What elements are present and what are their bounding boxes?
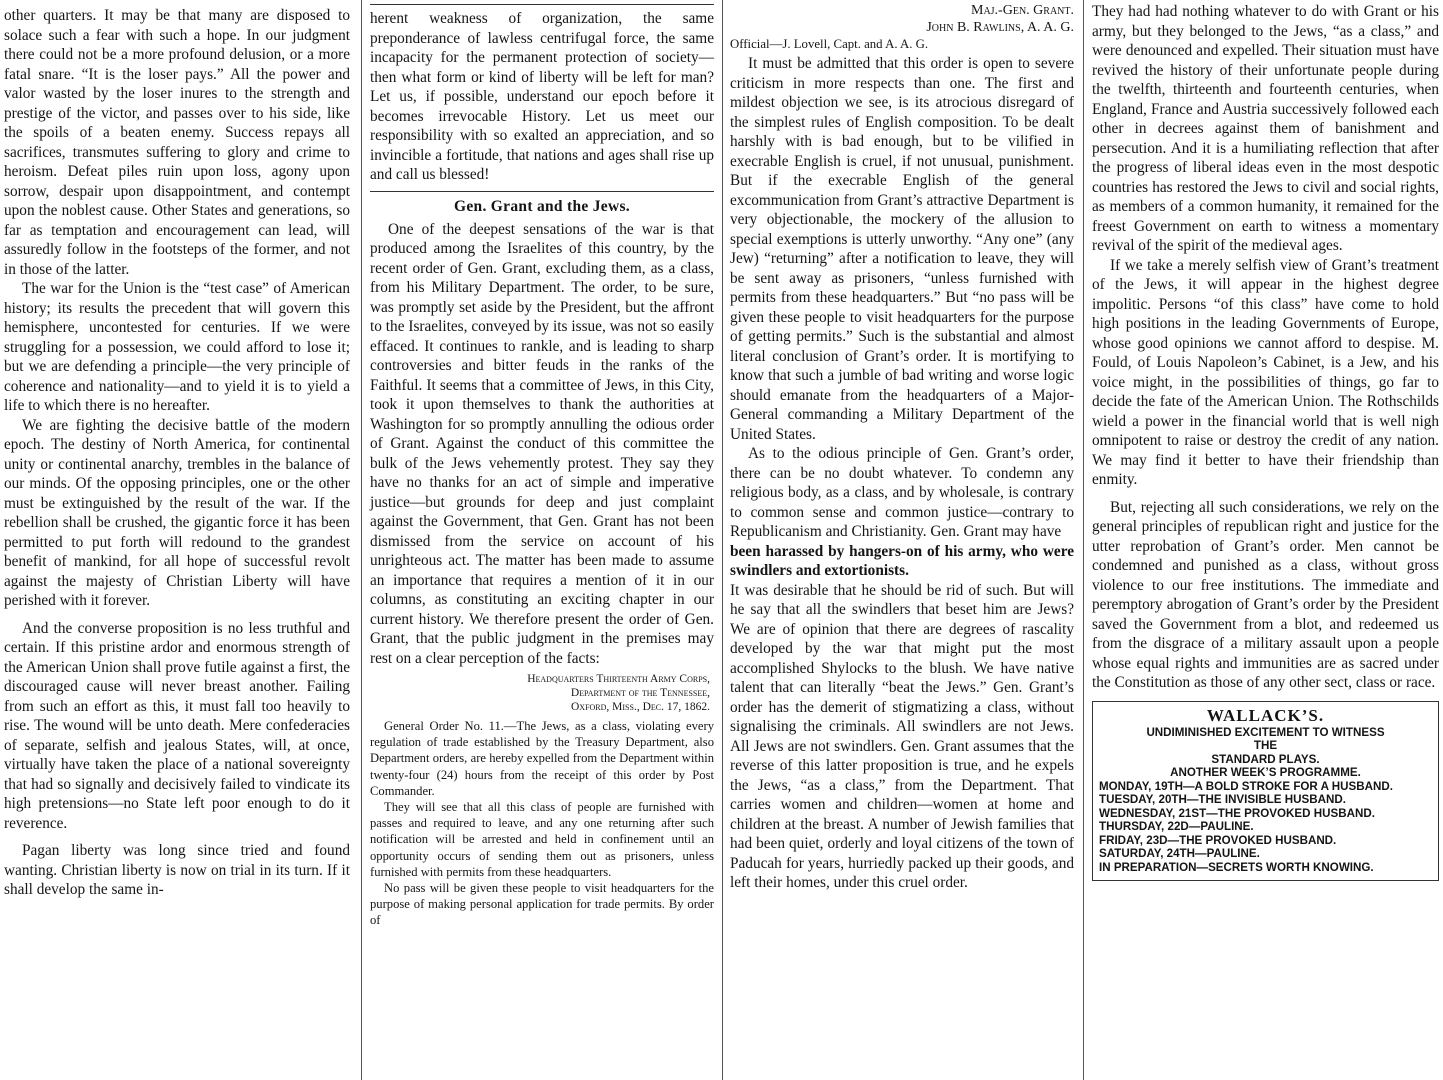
dateline-line: Department of the Tennessee, (570, 687, 710, 699)
paragraph: herent weakness of organization, the same preponderance of lawless centrifugal force, the same incapacity for the permanent protection of society—then what form or kind of liberty will be left for man? Let us, if possible, understand our epoch before it becomes irrevocable History. Let us meet our responsibility with so exalted an appreciation, and so invincible a fortitude, that nations and ages shall rise up and call us blessed! (370, 10, 714, 183)
paragraph: But, rejecting all such considerations, we rely on the general principles of republican right and justice for the utter reprobation of Grant’s order. Men cannot be condemned and punished as a class, without gross violence to our free institutions. The immediate and peremptory abrogation of Grant’s order by the President saved the Government from a blot, and redeemed us from the disgrace of a military assault upon a people whose equal rights and immunities are as sacred under the Constitution as those of any other sect, class or race. (1092, 498, 1439, 691)
order-text: No pass will be given these people to visit headquarters for the purpose of making personal application for trade permits. By order of (370, 881, 714, 928)
ad-line: THURSDAY, 22D—PAULINE. (1099, 820, 1254, 833)
ad-line: SATURDAY, 24TH—PAULINE. (1099, 847, 1260, 860)
column-1 (0, 0, 358, 1080)
column-2 (364, 0, 720, 1080)
order-text: General Order No. 11.—The Jews, as a class, violating every regulation of trade established by the Treasury Department, also Department orders, are hereby expelled from the Department within twenty-four (24) hours from the receipt of this order by Post Commander. (370, 719, 714, 798)
paragraph: As to the odious principle of Gen. Grant’s order, there can be no doubt whatever. To condemn any religious body, as a class, and by wholesale, is contrary to common sense and common justice—contrary to Republicanism and Christianity. Gen. Grant may have (730, 445, 1074, 540)
order-signature: Maj.-Gen. Grant. (971, 3, 1074, 18)
column-divider (722, 0, 723, 1080)
order-dateline (370, 672, 710, 714)
paragraph: The war for the Union is the “test case” of American history; its results the precedent that will govern this hemisphere, uncontested for centuries. If we were struggling for a possession, we could afford to lose it; but we are defending a principle—the very principle of coherence and nationality—and to yield it is to yield a life to which there is no hereafter. (4, 280, 350, 414)
ad-line: TUESDAY, 20TH—THE INVISIBLE HUSBAND. (1099, 793, 1346, 806)
paragraph: other quarters. It may be that many are disposed to solace such a fear with such a hope. In our judgment there could not be a more profound delusion, or a more fatal snare. “It is the loser pays.” All the power and valor wasted by the loser inures to the strength and prestige of the victor, and passes over to his side, like the spoils of a beaten enemy. Success repays all sacrifices, transmutes suffering to glory and crime to heroism. Defeat piles ruin upon loss, agony upon sorrow, despair upon disappointment, and contempt upon the noblest cause. Other States and generations, so far as temptation and encouragement can lead, will assuredly follow in the footsteps of the former, and not in those of the latter. (4, 7, 350, 278)
paragraph: Pagan liberty was long since tried and found wanting. Christian liberty is now on trial in its turn. If it shall develop the same in- (4, 842, 350, 898)
dateline-line: Oxford, Miss., Dec. 17, 1862. (571, 701, 710, 713)
column-4 (1086, 0, 1443, 1080)
ad-line: IN PREPARATION—SECRETS WORTH KNOWING. (1099, 860, 1374, 874)
theater-advertisement (1092, 701, 1439, 882)
order-text: They will see that all this class of people are furnished with passes and required to leave, and any one returning after such notification will be arrested and held in confinement until an opportunity occurs of sending them out as prisoners, unless furnished with permits from these headquarters. (370, 800, 714, 879)
paragraph: They had had nothing whatever to do with Grant or his army, but they belonged to the Jews, “as a class,” and were denounced and expelled. Their situation must have revived the history of their unfortunate people during the twelfth, thirteenth and fourteenth centuries, when England, France and Austria successively followed each other in decrees against them of banishment and persecution. And it is a humiliating reflection that after the progress of liberal ideas even in the most despotic countries has restored the Jews to civil and social rights, as members of a common humanity, it remained for the freest Government on earth to witness a momentary revival of the spirit of the medieval ages. (1092, 3, 1439, 254)
ad-line: STANDARD PLAYS. (1211, 752, 1320, 766)
editorial-continuation-box (370, 4, 714, 192)
ad-line: THE (1253, 739, 1278, 752)
paragraph: If we take a merely selfish view of Grant’s treatment of the Jews, it will appear in the highest degree impolitic. Persons “of this class” have come to hold high positions in the leading Governments of Europe, whose good opinions we cannot afford to despise. M. Fould, of Louis Napoleon’s Cabinet, is a Jew, and his voice might, in the possibilities of things, go far to decide the fate of the American Union. The Rothschilds wield a power in the financial world that is well nigh omnipotent to raise or destroy the credit of any nation. We may find it better to have their friendship than enmity. (1092, 256, 1439, 488)
official-line: Official—J. Lovell, Capt. and A. A. G. (730, 37, 929, 51)
paragraph: One of the deepest sensations of the war is that produced among the Israelites of this country, by the recent order of Gen. Grant, excluding them, as a class, from his Military Department. The order, to be sure, was promptly set aside by the President, but the affront to the Israelites, conveyed by its issue, was not so easily effaced. It continues to rankle, and is leading to sharp controversies and bitter feuds in the ranks of the Faithful. It seems that a committee of Jews, in this City, took it upon themselves to thank the authorities at Washington for so promptly annulling the odious order of Grant. Against the conduct of this committee the bulk of the Jews vehemently protest. They say they have no thanks for an act of simple and imperative justice—but grounds for deep and just complaint against the Government, that Gen. Grant has not been dismissed from the service on account of his unrighteous act. The matter has been made to assume an importance that requires a mention of it in our columns, as constituting an exciting chapter in our current history. We therefore present the order of Gen. Grant, that the public judgment in the premises may rest on a clear perception of the facts: (370, 220, 714, 667)
paragraph: It must be admitted that this order is open to severe criticism in more respects than one. The first and mildest objection we see, is its atrocious disregard of the simplest rules of English composition. To be dealt harshly with is bad enough, but to be vilified in execrable English is cruel, if not unusual, punishment. But if the execrable English of the general excommunication from Grant’s attractive Department is very objectionable, the mockery of the allusion to special exemptions is utterly unworthy. “Any one” (any Jew) “returning” after a notification to leave, they will be sent away as prisoners, “unless furnished with permits from these headquarters.” But “no pass will be given these people to visit headquarters for the purpose of getting permits.” Such is the substantial and almost literal conclusion of Grant’s order. It is mortifying to know that such a jumble of bad writing and worse logic should emanate from the headquarters of a Major-General commanding a Military Department of the United States. (730, 55, 1074, 443)
ad-line: UNDIMINISHED EXCITEMENT TO WITNESS (1146, 725, 1385, 739)
ad-line: MONDAY, 19TH—A BOLD STROKE FOR A HUSBAND. (1099, 779, 1393, 793)
bold-passage: been harassed by hangers-on of his army, who were swindlers and extortionists. (730, 542, 1074, 579)
paragraph: And the converse proposition is no less truthful and certain. If this pristine ardor and enormous strength of the American Union shall prove futile against a first, the discouraged cause will never breast another. Failing from such an effort as this, it must fall too heavily to rise. The wound will be unto death. Mere confederacies of separate, selfish and jealous States, will, at once, virtually have taken the place of a national sovereignty that had so signally and decisively failed to vindicate its high pretensions—no State left poor enough to do it reverence. (4, 619, 350, 832)
column-3 (724, 0, 1080, 1080)
column-divider (361, 0, 362, 1080)
paragraph: It was desirable that he should be rid of such. But will he say that all the swindlers that beset him are Jews? We are of opinion that there are degrees of rascality developed by the war that might put the most accomplished Shylocks to the blush. We have native talent that can literally “beat the Jews.” Gen. Grant’s order has the demerit of stigmatizing a class, without signalising the criminals. All swindlers are not Jews. All Jews are not swindlers. Gen. Grant assumes that the reverse of this latter proposition is true, and he expels the Jews, “as a class,” from the Department. That carries women and children—women at home and children at the breast. A number of Jewish families that had been quiet, orderly and loyal citizens of the town of Paducah for years, hurriedly packed up their goods, and left their homes, under this cruel order. (730, 581, 1074, 891)
order-signature: John B. Rawlins, A. A. G. (926, 20, 1074, 35)
ad-title: WALLACK’S. (1206, 705, 1325, 725)
dateline-line: Headquarters Thirteenth Army Corps, (527, 673, 710, 685)
article-heading: Gen. Grant and the Jews. (454, 197, 630, 215)
ad-line: WEDNESDAY, 21ST—THE PROVOKED HUSBAND. (1099, 806, 1375, 820)
column-divider (1083, 0, 1084, 1080)
ad-line: ANOTHER WEEK’S PROGRAMME. (1170, 766, 1361, 779)
ad-line: FRIDAY, 23D—THE PROVOKED HUSBAND. (1099, 833, 1337, 847)
paragraph: We are fighting the decisive battle of the modern epoch. The destiny of North America, for continental unity or continental anarchy, trembles in the balance of our minds. Of the opposing principles, one or the other must be extinguished by the result of the war. If the rebellion shall be crushed, the gigantic force it has been permitted to put forth will redound to the grandest benefit of mankind, for all hope of successful revolt against the majesty of Christian Liberty will have perished with it forever. (4, 416, 350, 609)
